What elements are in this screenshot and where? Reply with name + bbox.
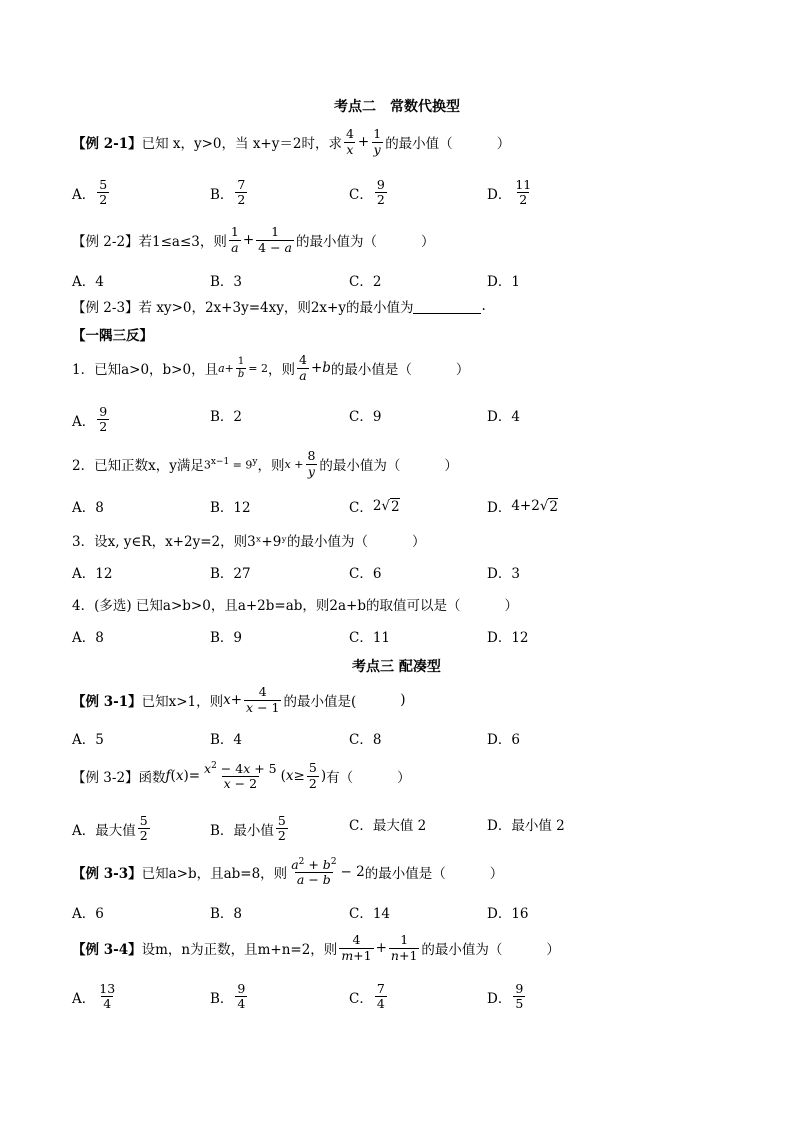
option-d[interactable]: D． $\frac{9}{5}$ <box>487 981 524 1012</box>
option-a[interactable]: A． $\frac{13}{4}$ <box>72 981 116 1012</box>
section-title-2: 考点二 常数代换型 <box>334 99 460 115</box>
example-3-3: 【例 3-3】 已知a>b，且ab=8，则 $\frac{a^2 + b^2}{a - b}$ − 2 的最小值是（ ） <box>72 856 504 888</box>
option-b[interactable]: B．4 <box>210 732 243 748</box>
option-d[interactable]: D． $\frac{11}{2}$ <box>487 177 532 208</box>
section-title-3: 考点三 配凑型 <box>352 659 441 675</box>
option-b[interactable]: B．最小值 $\frac{5}{2}$ <box>210 813 286 844</box>
option-d[interactable]: D．16 <box>487 906 529 922</box>
option-b[interactable]: B． $\frac{7}{2}$ <box>210 177 246 208</box>
option-d[interactable]: D．3 <box>487 566 520 582</box>
option-a[interactable]: A．最大值 $\frac{5}{2}$ <box>72 813 148 844</box>
option-c[interactable]: C． $\frac{7}{4}$ <box>349 981 385 1012</box>
practice-4: 4．(多选) 已知a>b>0，且a+2b=ab，则2a+b的取值可以是（ ） <box>72 598 519 614</box>
option-c[interactable]: C．14 <box>349 906 391 922</box>
example-3-1: 【例 3-1】 已知x>1，则 x + $\frac{4}{x - 1}$ 的最小值是( ) <box>72 684 406 715</box>
option-d[interactable]: D．12 <box>487 630 529 646</box>
option-d[interactable]: D．6 <box>487 732 520 748</box>
fraction: $\frac{1}{y}$ <box>373 126 382 157</box>
option-d[interactable]: D．4 <box>487 409 520 425</box>
answer-blank[interactable] <box>413 299 481 314</box>
practice-1: 1．已知a>0，b>0，且 a+ $\frac{1}{b}$ = 2 ，则 $\frac{4}{a}$ + b 的最小值是（ ） <box>72 352 470 383</box>
option-a[interactable]: A． $\frac{5}{2}$ <box>72 177 108 208</box>
option-a[interactable]: A．4 <box>72 274 104 290</box>
option-a[interactable]: A．8 <box>72 500 104 516</box>
option-a[interactable]: A．5 <box>72 732 104 748</box>
option-c[interactable]: C．2 <box>349 274 382 290</box>
option-b[interactable]: B．2 <box>210 409 243 425</box>
option-a[interactable]: A．12 <box>72 566 113 582</box>
option-d[interactable]: D．1 <box>487 274 520 290</box>
option-a[interactable]: A．6 <box>72 906 104 922</box>
option-c[interactable]: C． 2√ 2 <box>349 498 400 516</box>
example-2-3: 【例 2-3】 若 xy>0，2x+3y=4xy，则2x+y的最小值为 . <box>72 298 486 316</box>
option-c[interactable]: C． $\frac{9}{2}$ <box>349 177 385 208</box>
example-3-2: 【例 3-2】 函数 f ( x )= $\frac{x^2 - 4x + 5}{x - 2}$ ( x ≥ $\frac{5}{2}$ ) 有（ ） <box>72 760 411 792</box>
practice-2: 2．已知正数x，y满足 $3^{x-1} = 9^y$ ，则 x + $\frac{8}{y}$ 的最小值为（ ） <box>72 448 458 479</box>
example-2-1: 【例 2-1】 已知 x，y>0，当 x+y＝2时，求 $\frac{4}{x}$ + $\frac{1}{y}$ 的最小值（ ） <box>72 126 511 157</box>
example-3-4: 【例 3-4】 设m，n为正数，且m+n=2，则 $\frac{4}{m+1}$ + $\frac{1}{n+1}$ 的最小值为（ ） <box>72 932 560 963</box>
practice-header: 【一隅三反】 <box>72 328 153 344</box>
option-d[interactable]: D． 4+2√ 2 <box>487 498 559 516</box>
option-a[interactable]: A． $\frac{9}{2}$ <box>72 404 108 435</box>
option-c[interactable]: C．8 <box>349 732 382 748</box>
option-b[interactable]: B． $\frac{9}{4}$ <box>210 981 246 1012</box>
example-2-2: 【例 2-2】 若1≤a≤3，则 $\frac{1}{a}$ + $\frac{1}{4 - a}$ 的最小值为（ ） <box>72 224 435 255</box>
option-b[interactable]: B．8 <box>210 906 243 922</box>
option-b[interactable]: B．9 <box>210 630 243 646</box>
fraction: $\frac{4}{x}$ <box>345 126 354 157</box>
option-b[interactable]: B．27 <box>210 566 251 582</box>
option-c[interactable]: C．6 <box>349 566 382 582</box>
option-a[interactable]: A．8 <box>72 630 104 646</box>
option-c[interactable]: C．9 <box>349 409 382 425</box>
option-d[interactable]: D．最小值 2 <box>487 818 565 834</box>
option-c[interactable]: C．11 <box>349 630 391 646</box>
option-b[interactable]: B．12 <box>210 500 251 516</box>
option-b[interactable]: B．3 <box>210 274 243 290</box>
option-c[interactable]: C．最大值 2 <box>349 818 427 834</box>
practice-3: 3．设x, y∈R，x+2y=2，则3ˣ+9ʸ的最小值为（ ） <box>72 534 426 550</box>
